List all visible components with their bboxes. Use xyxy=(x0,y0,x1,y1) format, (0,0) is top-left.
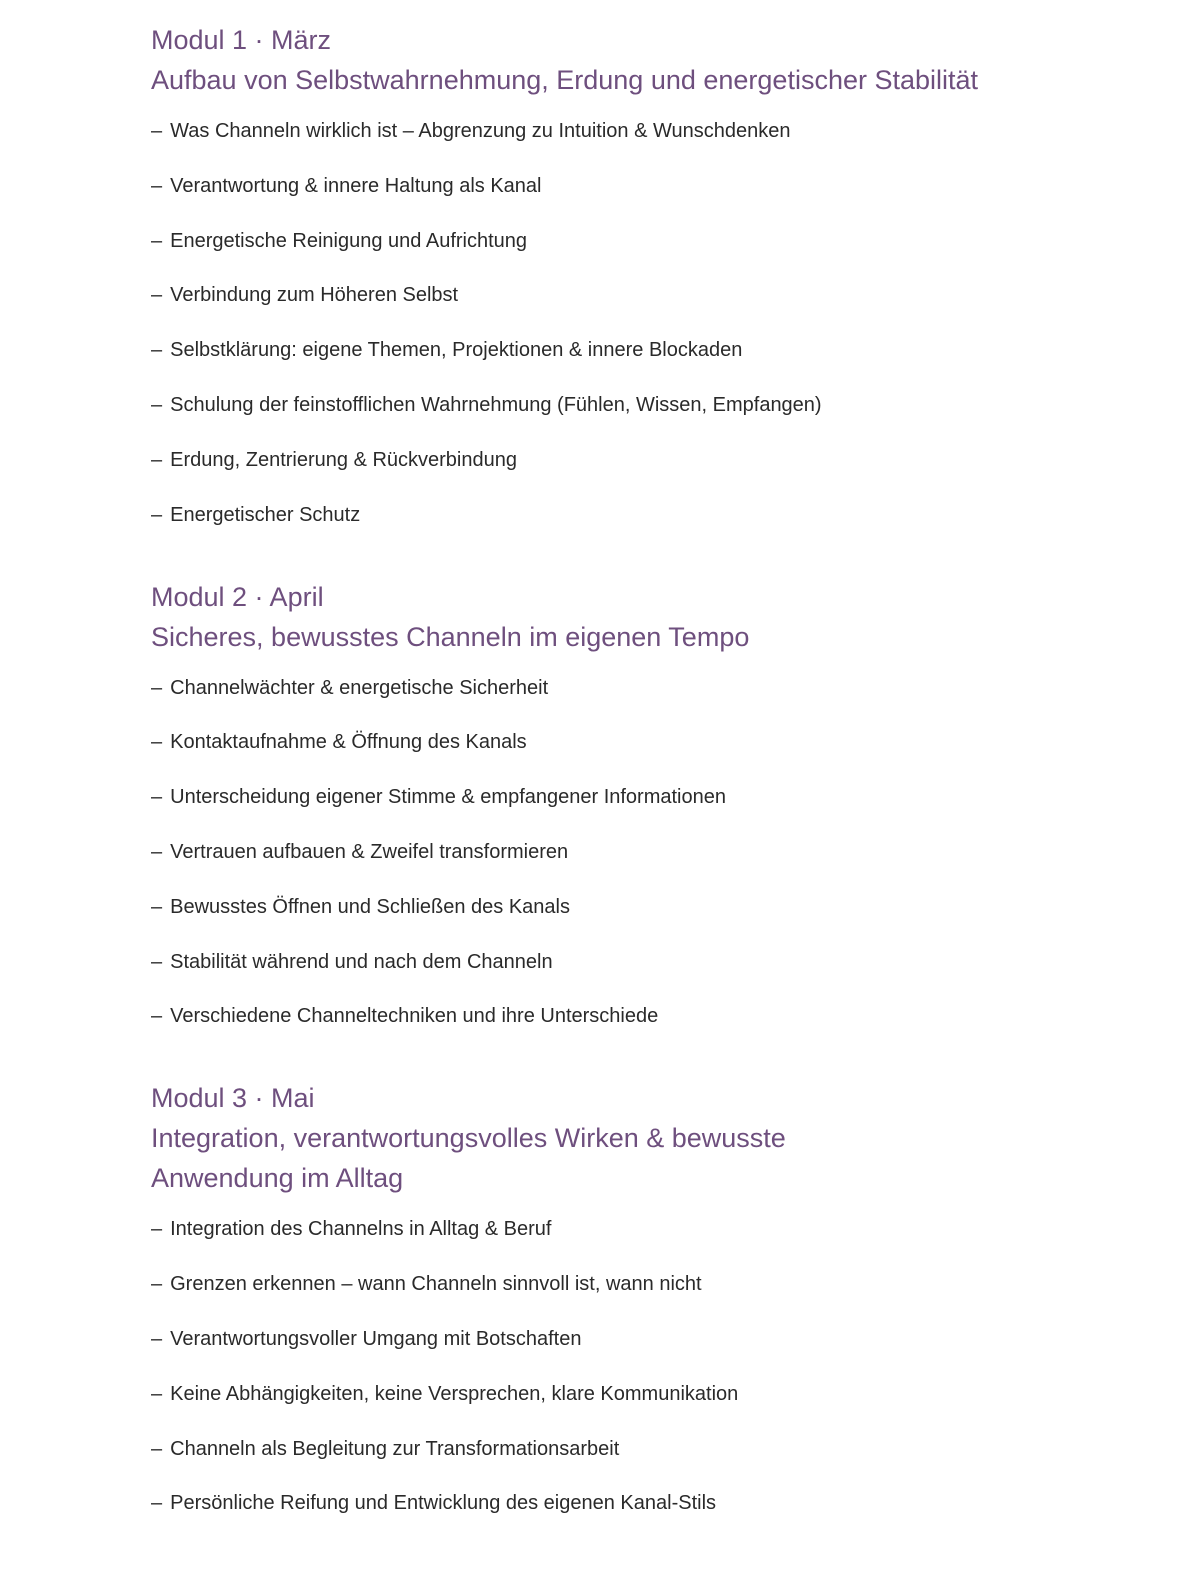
list-item: – Verantwortungsvoller Umgang mit Botschaften xyxy=(151,1327,582,1350)
dash-bullet: – xyxy=(151,393,163,416)
list-item: – Integration des Channelns in Alltag & Beruf xyxy=(151,1218,552,1241)
dash-bullet: – xyxy=(151,284,163,307)
list-item: – Keine Abhängigkeiten, keine Versprechen, klare Kommunikation xyxy=(151,1382,739,1405)
dash-bullet: – xyxy=(151,731,163,754)
dash-bullet: – xyxy=(151,840,163,863)
list-item: – Kontaktaufnahme & Öffnung des Kanals xyxy=(151,731,527,754)
dash-bullet: – xyxy=(151,448,163,471)
dash-bullet: – xyxy=(151,174,163,197)
module-1-title: Modul 1 · März xyxy=(151,25,332,55)
dash-bullet: – xyxy=(151,339,163,362)
list-item: – Verschiedene Channeltechniken und ihre Unterschiede xyxy=(151,1005,659,1028)
list-item: – Unterscheidung eigener Stimme & empfangener Informationen xyxy=(151,786,726,809)
dash-bullet: – xyxy=(151,1327,163,1350)
dash-bullet: – xyxy=(151,120,163,142)
list-item: – Verantwortung & innere Haltung als Kanal xyxy=(151,174,542,197)
dash-bullet: – xyxy=(151,950,163,973)
dash-bullet: – xyxy=(151,1218,163,1241)
dash-bullet: – xyxy=(151,676,163,699)
dash-bullet: – xyxy=(151,1492,163,1515)
list-item: – Erdung, Zentrierung & Rückverbindung xyxy=(151,448,517,471)
dash-bullet: – xyxy=(151,229,163,252)
module-1-topic-list xyxy=(151,119,1111,527)
dash-bullet: – xyxy=(151,1005,163,1028)
dash-bullet: – xyxy=(151,895,163,918)
list-item: – Verbindung zum Höheren Selbst xyxy=(151,284,459,307)
list-item: – Energetischer Schutz xyxy=(151,503,361,526)
module-2-title: Modul 2 · April xyxy=(151,581,324,612)
document-page xyxy=(151,20,1111,1546)
module-2-subtitle: Sicheres, bewusstes Channeln im eigenen Tempo xyxy=(151,621,750,652)
dash-bullet: – xyxy=(151,1382,163,1405)
list-item: – Stabilität während und nach dem Channeln xyxy=(151,950,553,973)
list-item: – Schulung der feinstofflichen Wahrnehmung (Fühlen, Wissen, Empfangen) xyxy=(151,393,822,416)
dash-bullet: – xyxy=(151,503,163,526)
module-3-subtitle-line-2: Anwendung im Alltag xyxy=(151,1163,404,1194)
list-item: – Energetische Reinigung und Aufrichtung xyxy=(151,229,528,252)
module-2-topic-list xyxy=(151,676,1111,1029)
module-2-section xyxy=(151,577,1111,1029)
dash-bullet: – xyxy=(151,1437,163,1460)
dash-bullet: – xyxy=(151,1273,163,1296)
list-item: – Selbstklärung: eigene Themen, Projektionen & innere Blockaden xyxy=(151,339,743,362)
module-3-section xyxy=(151,1078,1111,1515)
module-3-title: Modul 3 · Mai xyxy=(151,1083,315,1114)
list-item: – Vertrauen aufbauen & Zweifel transformieren xyxy=(151,840,569,863)
list-item: – Channelwächter & energetische Sicherheit xyxy=(151,676,549,699)
module-3-topic-list xyxy=(151,1217,1111,1515)
list-item: – Was Channeln wirklich ist – Abgrenzung zu Intuition & Wunschdenken xyxy=(151,120,791,142)
module-1-subtitle: Aufbau von Selbstwahrnehmung, Erdung und energetischer Stabilität xyxy=(151,65,979,95)
list-item: – Grenzen erkennen – wann Channeln sinnvoll ist, wann nicht xyxy=(151,1273,702,1296)
list-item: – Persönliche Reifung und Entwicklung des eigenen Kanal-Stils xyxy=(151,1492,717,1515)
dash-bullet: – xyxy=(151,786,163,809)
module-1-section xyxy=(151,20,1111,527)
list-item: – Channeln als Begleitung zur Transformationsarbeit xyxy=(151,1437,620,1460)
module-3-subtitle-line-1: Integration, verantwortungsvolles Wirken & bewusste xyxy=(151,1123,786,1154)
list-item: – Bewusstes Öffnen und Schließen des Kanals xyxy=(151,895,570,918)
